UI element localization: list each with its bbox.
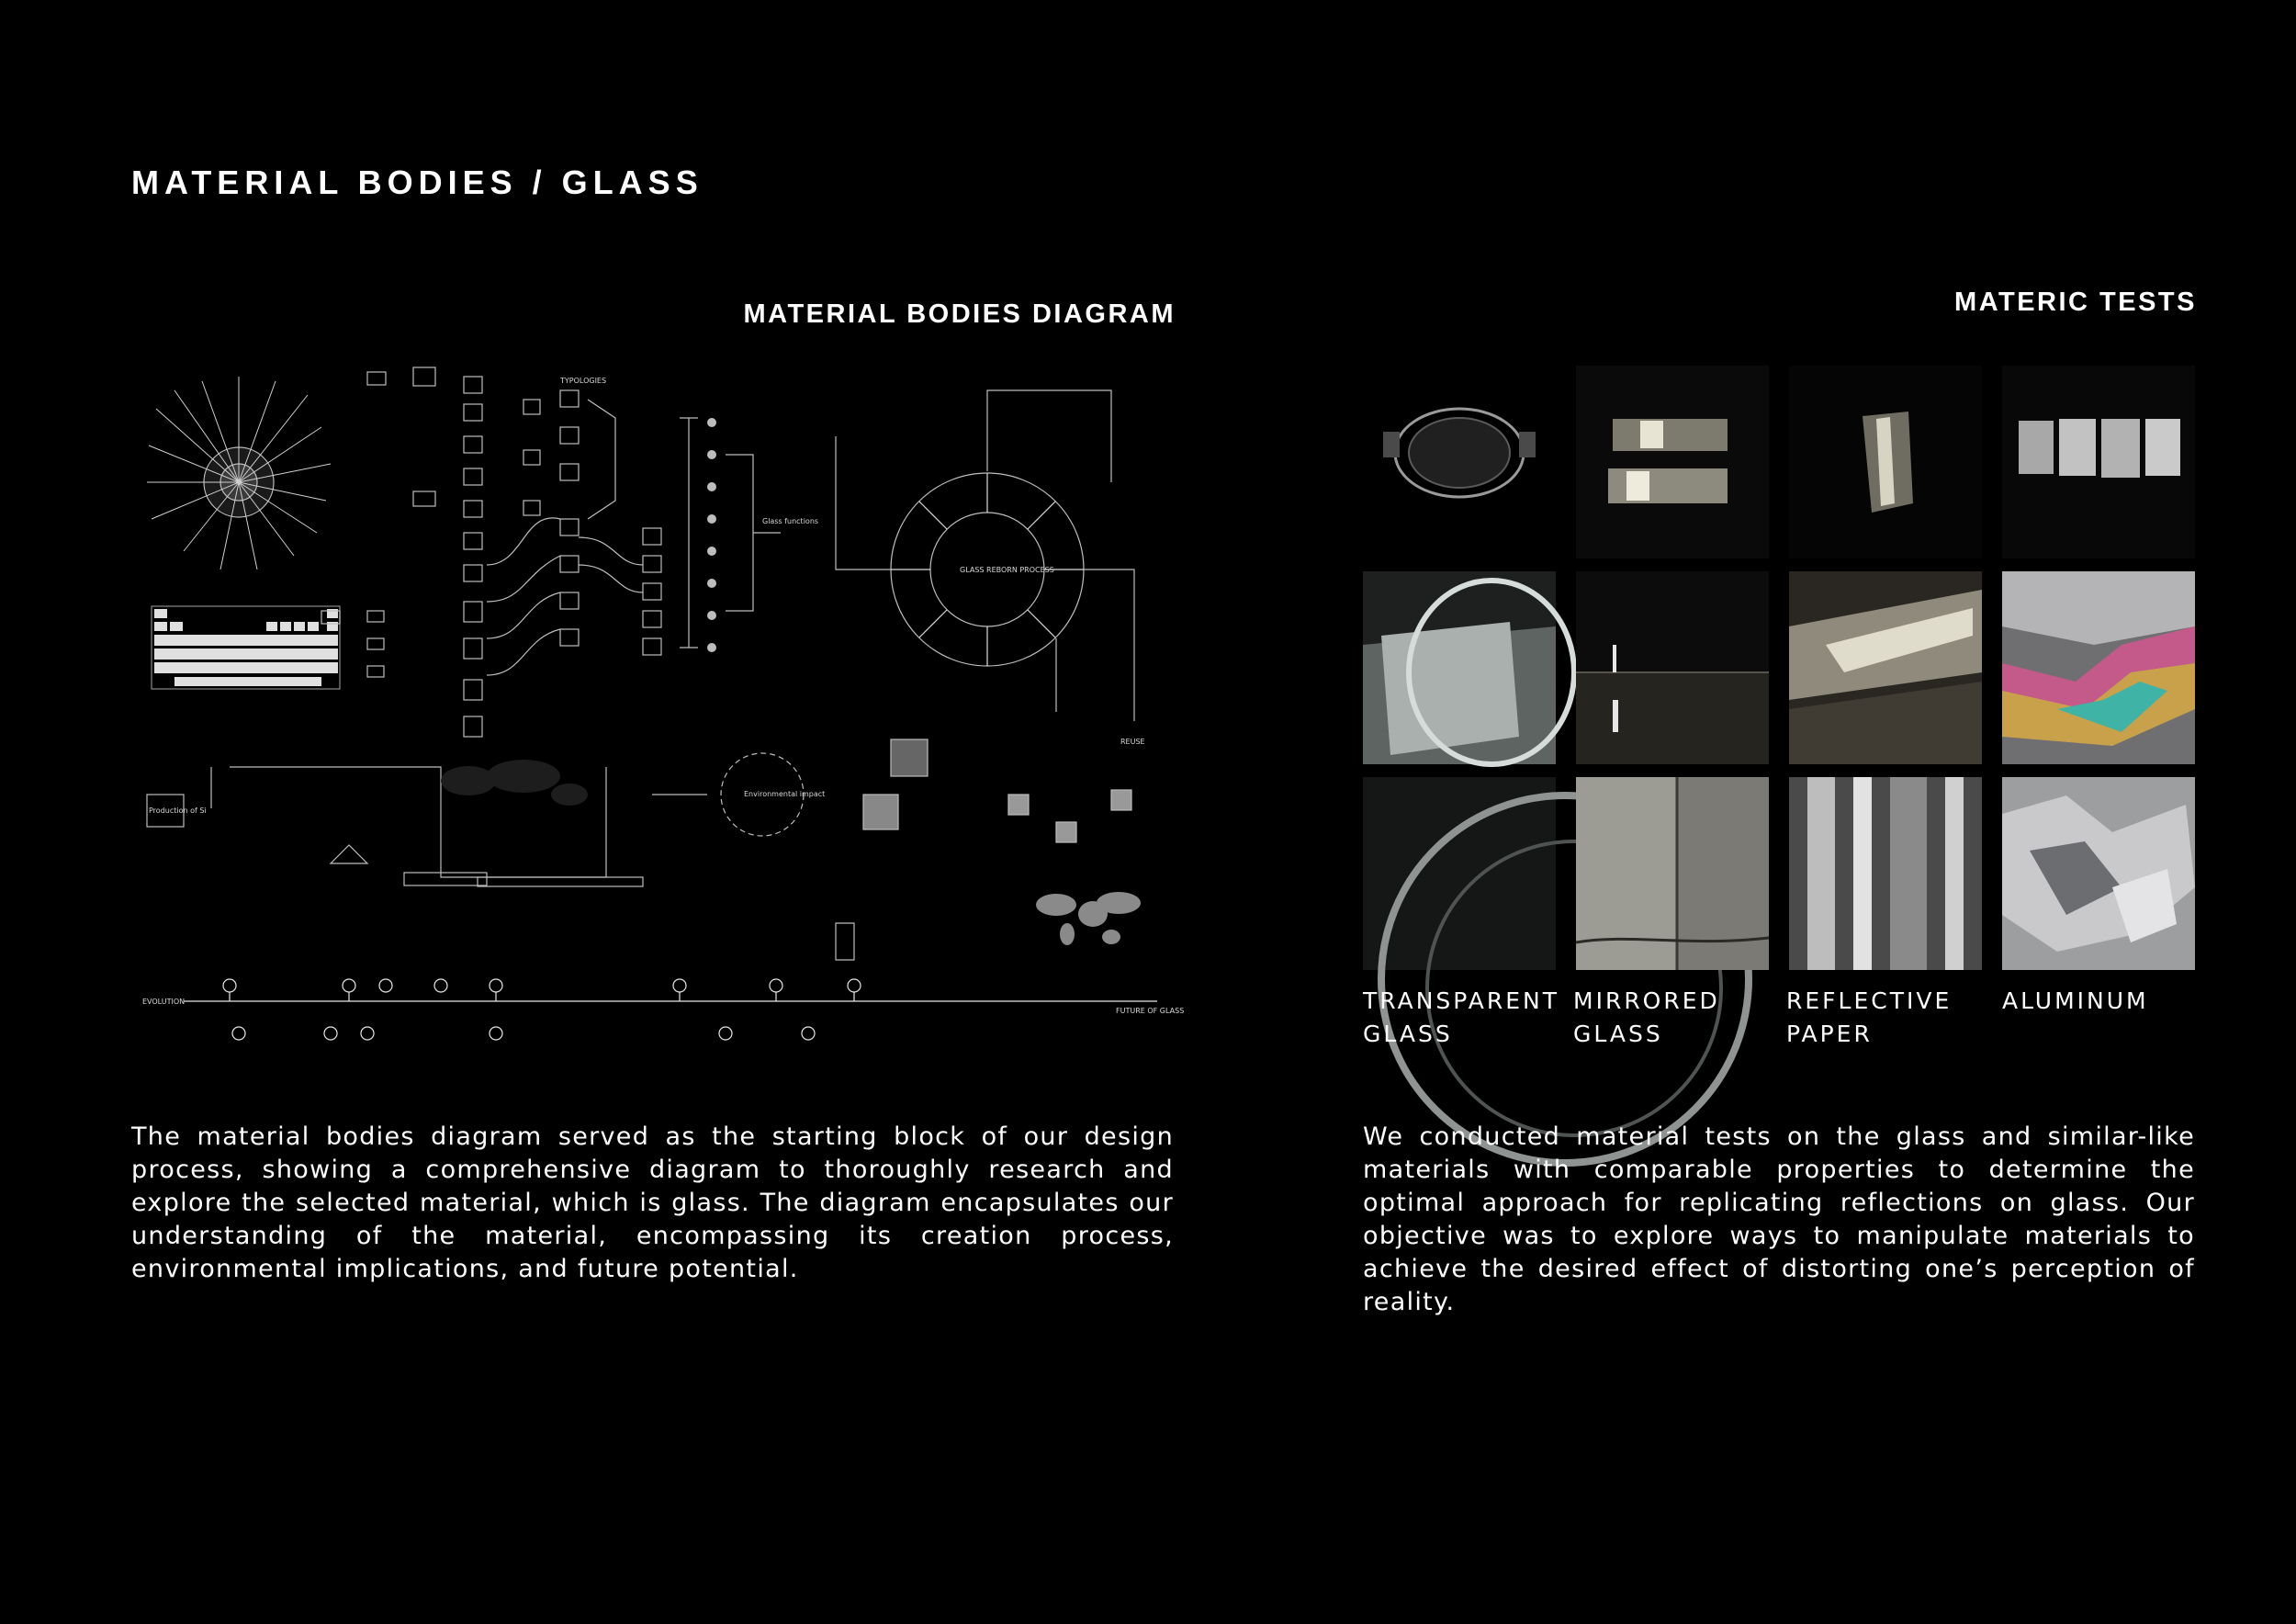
diagram-heading: MATERIAL BODIES DIAGRAM bbox=[743, 299, 1176, 329]
mirrored-glass-photo-middle bbox=[1576, 571, 1769, 764]
reuse-label: REUSE bbox=[1120, 738, 1145, 746]
future-label: FUTURE OF GLASS bbox=[1116, 1007, 1185, 1015]
transparent-glass-label: TRANSPARENT GLASS bbox=[1363, 987, 1560, 1047]
reflective-paper-label: REFLECTIVE PAPER bbox=[1786, 987, 1953, 1047]
reflective-paper-photo-bottom bbox=[1789, 777, 1982, 970]
mirrored-glass-label: MIRRORED GLASS bbox=[1573, 987, 1720, 1047]
aluminum-photo-bottom bbox=[2002, 777, 2195, 970]
aluminum-label: ALUMINUM bbox=[2002, 987, 2149, 1014]
environment-label: Environmental impact bbox=[744, 790, 826, 798]
material-bodies-diagram bbox=[138, 363, 1185, 1070]
transparent-glass-photo-top bbox=[1363, 366, 1556, 558]
production-label: Production of Si bbox=[149, 806, 207, 815]
tests-description: We conducted material tests on the glass and similar-like materials with comparable properties to determine the optimal approach for replicating reflections on glass. Our objective was to explore ways to manipulate materials to achieve the desired effect of distorting one’s perception of reality. bbox=[1363, 1122, 2195, 1316]
transparent-glass-photo-middle bbox=[1363, 571, 1556, 764]
reflective-paper-photo-top bbox=[1789, 366, 1982, 558]
aluminum-photo-middle bbox=[2002, 571, 2195, 764]
evolution-label: EVOLUTION bbox=[142, 998, 186, 1006]
typologies-label: TYPOLOGIES bbox=[560, 377, 607, 385]
page-title: MATERIAL BODIES / GLASS bbox=[131, 164, 703, 201]
aluminum-photo-top bbox=[2002, 366, 2195, 558]
reflective-paper-photo-middle bbox=[1789, 571, 1982, 764]
cycle-center-label: GLASS REBORN PROCESS bbox=[960, 566, 1054, 574]
tests-heading: MATERIC TESTS bbox=[1954, 288, 2197, 317]
transparent-glass-photo-bottom bbox=[1363, 777, 1556, 970]
diagram-description: The material bodies diagram served as the starting block of our design process, showing a comprehensive diagram to thoroughly research and explore the selected material, which is glass. The diagram encapsulates our understanding of the material, encompassing its creation process, environmental implications, and future potential. bbox=[131, 1122, 1174, 1283]
mirrored-glass-photo-bottom bbox=[1576, 777, 1769, 970]
glass-functions-label: Glass functions bbox=[762, 517, 819, 525]
mirrored-glass-photo-top bbox=[1576, 366, 1769, 558]
